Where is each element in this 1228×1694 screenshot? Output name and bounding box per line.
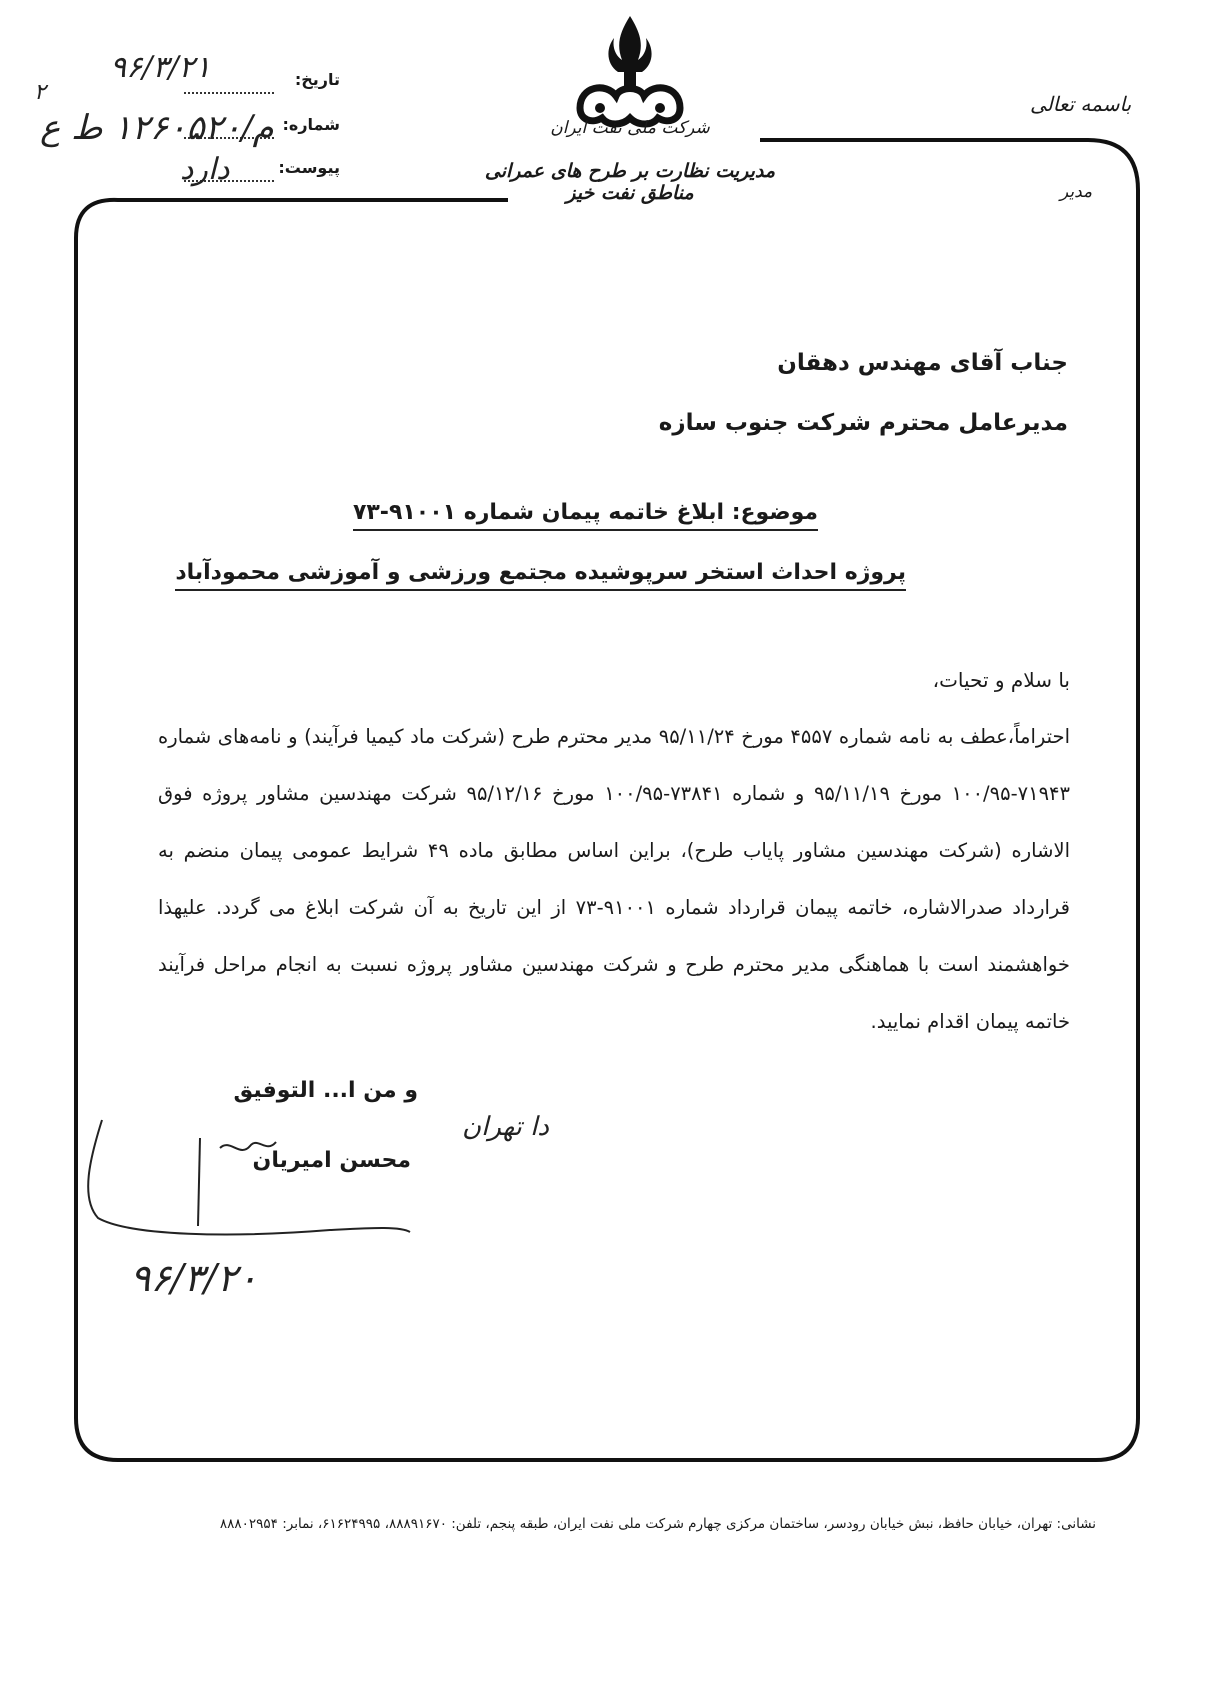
handwritten-attachment: دارد	[180, 152, 230, 187]
department-name: مدیریت نظارت بر طرح های عمرانی مناطق نفت خیز	[484, 160, 776, 204]
signature	[70, 1118, 420, 1248]
attachment-label: پیوست:	[278, 158, 340, 177]
handwritten-note: دا تهران	[462, 1112, 549, 1142]
recipient-title: مدیرعامل محترم شرکت جنوب سازه	[658, 410, 1068, 436]
manager-label: مدیر	[1060, 182, 1093, 202]
date-label: تاریخ:	[294, 70, 340, 89]
company-name: شرکت ملی نفت ایران	[550, 118, 710, 138]
greeting: با سلام و تحیات،	[932, 668, 1070, 692]
handwritten-corner-mark: ۲	[34, 80, 46, 105]
signer-name: محسن امیریان	[252, 1148, 411, 1173]
body-paragraph: احتراماً،عطف به نامه شماره ۴۵۵۷ مورخ ۹۵/۱۱/۲۴ مدیر محترم طرح (شرکت ماد کیمیا فرآیند) و نامه‌های شماره ۷۱۹۴۳-۱۰۰/۹۵ مورخ ۹۵/۱۱/۱۹ و شماره ۷۳۸۴۱-۱۰۰/۹۵ مورخ ۹۵/۱۲/۱۶ شرکت مهندسین مشاور پروژه فوق الاشاره (شرکت مهندسین مشاور پایاب طرح)، براین اساس مطابق ماده ۴۹ شرایط عمومی پیمان منضم به قرارداد صدرالاشاره، خاتمه پیمان قرارداد شماره ۹۱۰۰۱-۷۳ از این تاریخ به آن شرکت ابلاغ می گردد. علیهذا خواهشمند است با هماهنگی مدیر محترم طرح و شرکت مهندسین مشاور پروژه نسبت به انجام مراحل فرآیند خاتمه پیمان اقدام نمایید.	[158, 725, 1071, 1033]
recipient-name: جناب آقای مهندس دهقان	[777, 350, 1068, 376]
handwritten-date: ۹۶/۳/۲۱	[110, 50, 211, 85]
subject-project: پروژه احداث استخر سرپوشیده مجتمع ورزشی و آموزشی محمودآباد	[175, 560, 906, 591]
handwritten-number: م/۱۲۶۰۵۲۰ ط ع	[40, 108, 274, 148]
closing-phrase: و من ا... التوفیق	[233, 1078, 418, 1103]
number-label: شماره:	[282, 115, 340, 134]
footer-address: نشانی: تهران، خیابان حافظ، نبش خیابان رودسر، ساختمان مرکزی چهارم شرکت ملی نفت ایران، طبقه پنجم، تلفن: ۸۸۸۹۱۶۷۰، ۶۱۶۲۴۹۹۵، نمابر: ۸۸۸۰۲۹۵۴	[219, 1516, 1096, 1532]
handwritten-date-bottom: ۹۶/۳/۲۰	[130, 1256, 258, 1300]
salutation: باسمه تعالی	[1030, 92, 1132, 116]
subject-line: موضوع: ابلاغ خاتمه پیمان شماره ۹۱۰۰۱-۷۳	[353, 500, 818, 531]
